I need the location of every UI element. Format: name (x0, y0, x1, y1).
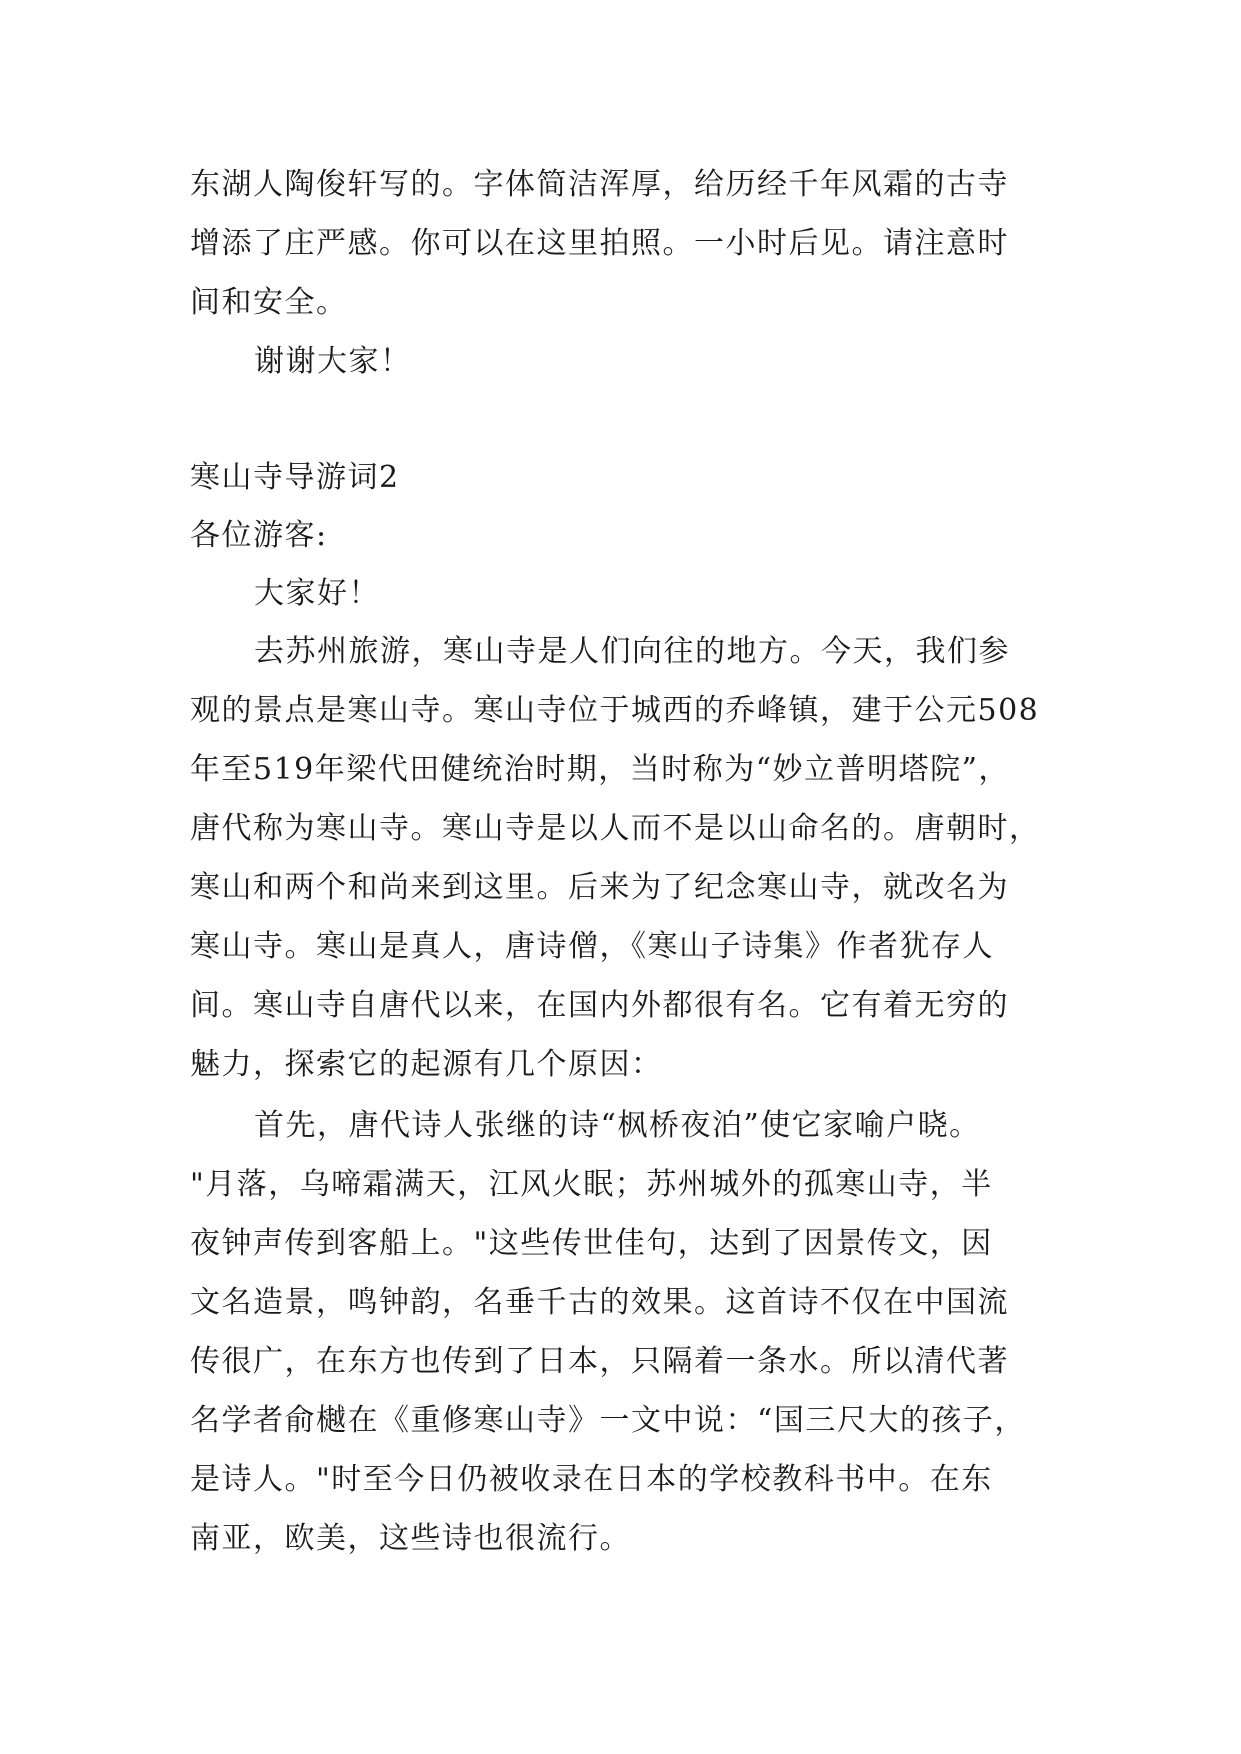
text-line: 首先，唐代诗人张继的诗“枫桥夜泊”使它家喻户晓。 (254, 1108, 981, 1143)
text-line: 寒山和两个和尚来到这里。后来为了纪念寒山寺，就改名为 (190, 870, 1009, 905)
text-line: 文名造景，鸣钟韵，名垂千古的效果。这首诗不仅在中国流 (190, 1285, 1009, 1320)
text-line: 东湖人陶俊轩写的。字体简洁浑厚，给历经千年风霜的古寺 (190, 167, 1009, 202)
text-line: 增添了庄严感。你可以在这里拍照。一小时后见。请注意时 (190, 226, 1009, 261)
text-line: 间和安全。 (190, 285, 348, 320)
text-line: 魅力，探索它的起源有几个原因： (190, 1047, 663, 1082)
greeting: 大家好！ (254, 576, 380, 611)
text-line: 唐代称为寒山寺。寒山寺是以人而不是以山命名的。唐朝时， (190, 811, 1041, 846)
paragraph-continuation (190, 155, 1060, 332)
text-line: 传很广，在东方也传到了日本，只隔着一条水。所以清代著 (190, 1344, 1009, 1379)
salutation: 各位游客: (190, 518, 328, 553)
text-line: 去苏州旅游，寒山寺是人们向往的地方。今天，我们参 (254, 634, 1010, 669)
text-line: 夜钟声传到客船上。"这些传世佳句，达到了因景传文，因 (190, 1226, 993, 1261)
section-title: 寒山寺导游词2 (190, 460, 400, 495)
text-line: "月落，乌啼霜满天，江风火眠；苏州城外的孤寒山寺，半 (190, 1167, 993, 1202)
text-line: 寒山寺。寒山是真人，唐诗僧，《寒山子诗集》作者犹存人 (190, 929, 994, 964)
paragraph-intro (190, 622, 1060, 1094)
paragraph-first (190, 1096, 1060, 1568)
thanks-line: 谢谢大家！ (254, 344, 412, 379)
text-line: 名学者俞樾在《重修寒山寺》一文中说：“国三尺大的孩子， (190, 1403, 1026, 1438)
text-line: 是诗人。"时至今日仍被收录在日本的学校教科书中。在东 (190, 1462, 993, 1497)
text-line: 间。寒山寺自唐代以来，在国内外都很有名。它有着无穷的 (190, 988, 1009, 1023)
text-line: 南亚，欧美，这些诗也很流行。 (190, 1521, 631, 1556)
text-line: 年至519年梁代田健统治时期，当时称为“妙立普明塔院”， (190, 752, 1010, 787)
text-line: 观的景点是寒山寺。寒山寺位于城西的乔峰镇，建于公元508 (190, 693, 1040, 728)
